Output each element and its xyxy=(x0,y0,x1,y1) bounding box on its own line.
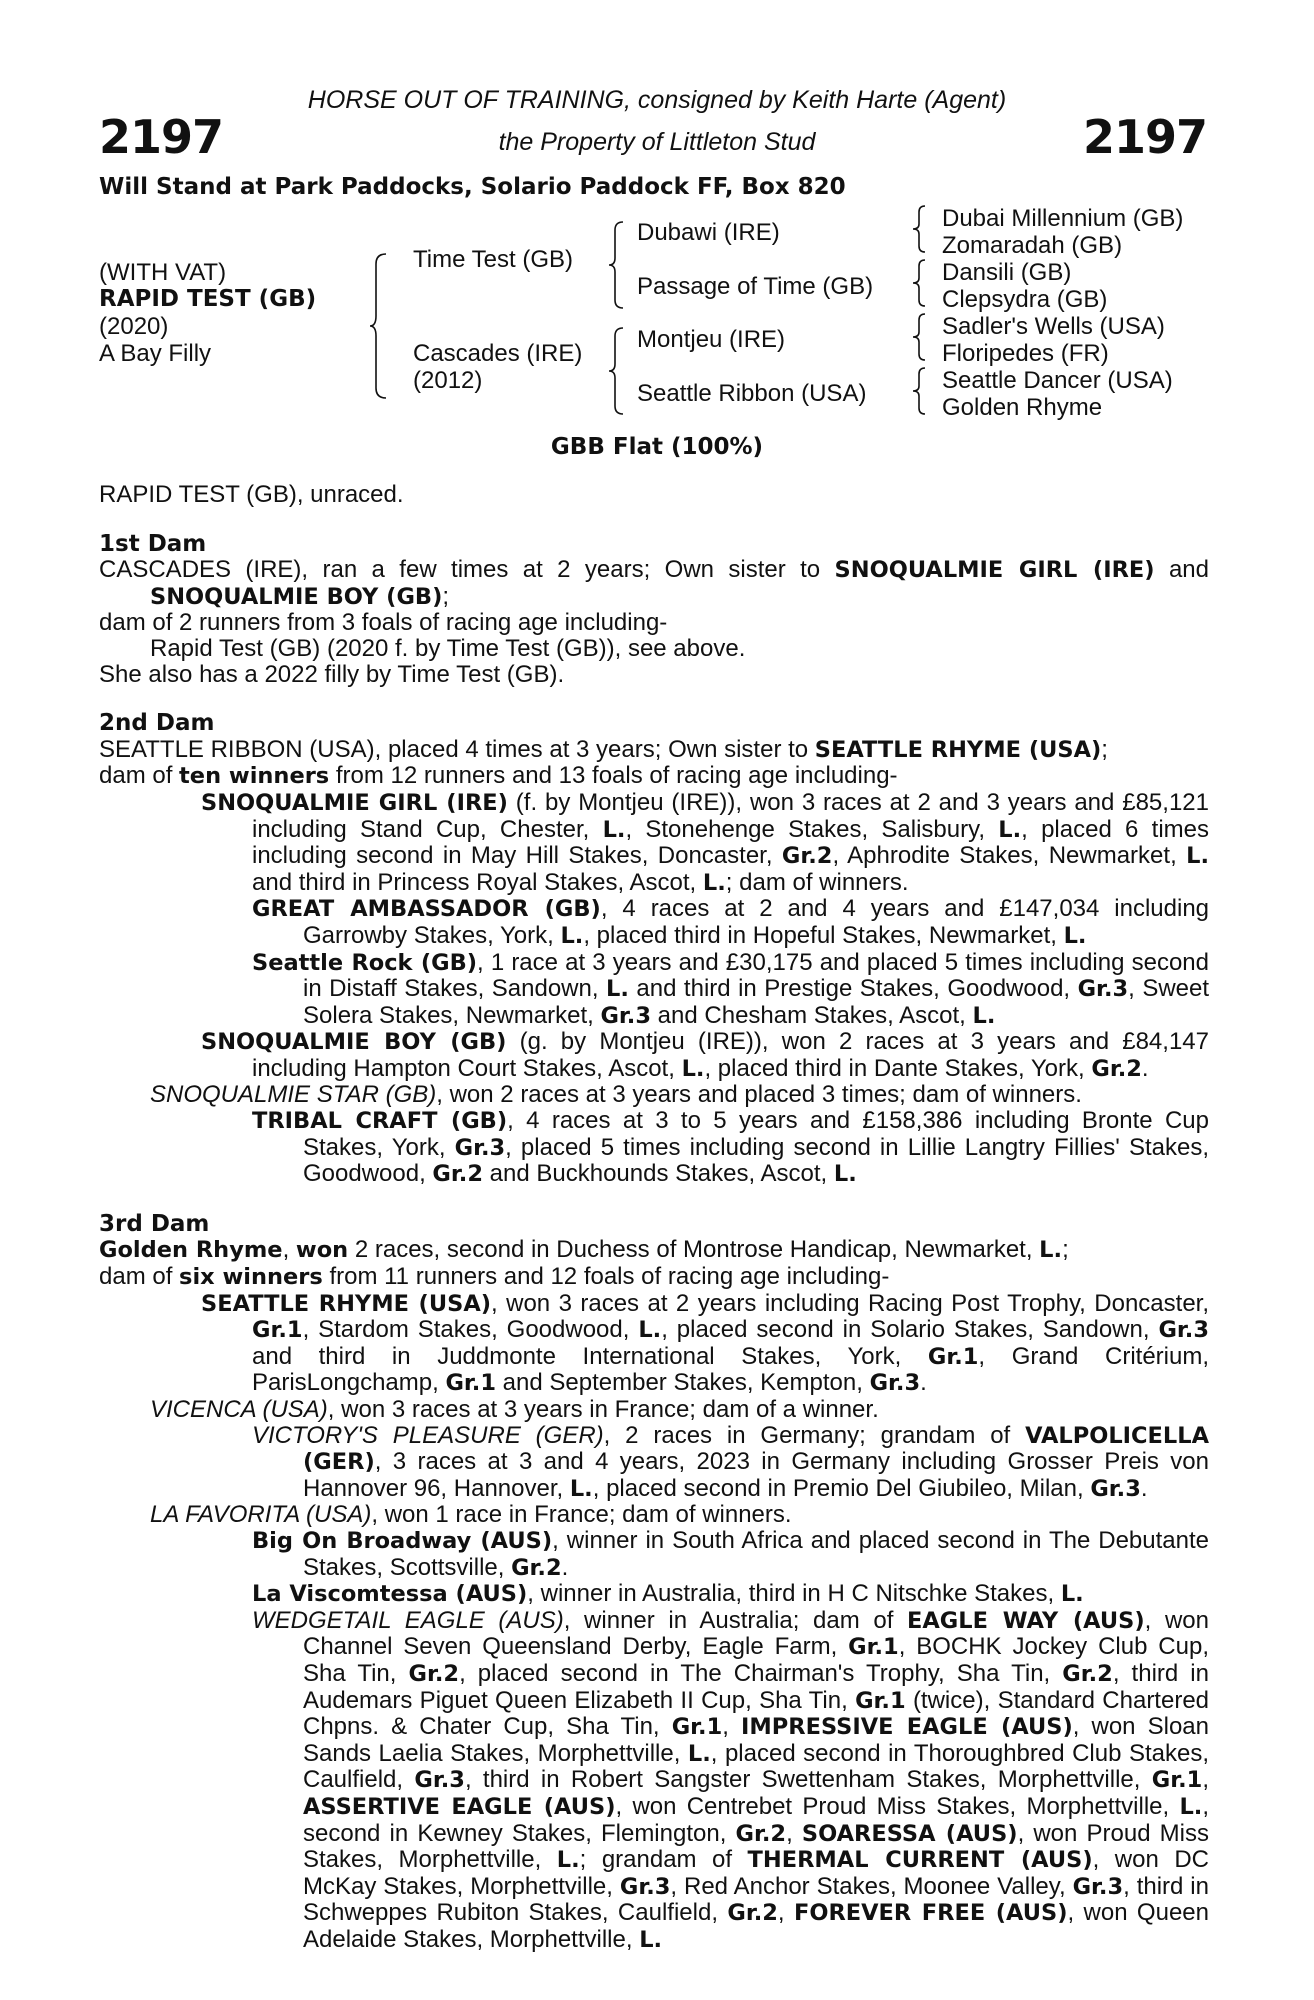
grandsire-1: Dubai Millennium (GB) xyxy=(942,205,1184,232)
entry-snoqualmie-star: SNOQUALMIE STAR (GB), won 2 races at 3 years and placed 3 times; dam of winners. xyxy=(150,1081,1082,1109)
horse-sex: A Bay Filly xyxy=(99,340,212,367)
lot-number-left: 2197 xyxy=(99,110,224,164)
grandsire-2: Dansili (GB) xyxy=(942,259,1072,286)
dam-dam: Seattle Ribbon (USA) xyxy=(637,380,867,407)
pedigree-brace-g3 xyxy=(911,312,929,362)
third-dam-produce: dam of six winners from 11 runners and 12 foals of racing age including- xyxy=(99,1263,890,1291)
entry-seattle-rhyme: SEATTLE RHYME (USA), won 3 races at 2 years including Racing Post Trophy, Doncaster, Gr.1, Stardom Stakes, Goodwood, L., placed second in Solario Stakes, Sandown, Gr.3 and third in Juddmonte International Stakes, York, Gr.1, Grand Critérium, ParisLongchamp, Gr.1 and September Stakes, Kempton, Gr.3. xyxy=(201,1289,1210,1397)
gbb-rating: GBB Flat (100%) xyxy=(550,434,764,460)
dam-year: (2012) xyxy=(413,367,483,394)
entry-la-favorita: LA FAVORITA (USA), won 1 race in France; dam of winners. xyxy=(150,1501,792,1529)
entry-wedgetail-eagle: WEDGETAIL EAGLE (AUS), winner in Australia; dam of EAGLE WAY (AUS), won Channel Seven Queensland Derby, Eagle Farm, Gr.1, BOCHK Jockey Club Cup, Sha Tin, Gr.2, placed second in The Chairman's Trophy, Sha Tin, Gr.2, third in Audemars Piguet Queen Elizabeth II Cup, Sha Tin, Gr.1 (twice), Standard Chartered Chpns. & Chater Cup, Sha Tin, Gr.1, IMPRESSIVE EAGLE (AUS), won Sloan Sands Laelia Stakes, Morphettville, L., placed second in Thoroughbred Club Stakes, Caulfield, Gr.3, third in Robert Sangster Swettenham Stakes, Morphettville, Gr.1, ASSERTIVE EAGLE (AUS), won Centrebet Proud Miss Stakes, Morphettville, L., second in Kewney Stakes, Flemington, Gr.2, SOARESSA (AUS), won Proud Miss Stakes, Morphettville, L.; grandam of THERMAL CURRENT (AUS), won DC McKay Stakes, Morphettville, Gr.3, Red Anchor Stakes, Moonee Valley, Gr.3, third in Schweppes Rubiton Stakes, Caulfield, Gr.2, FOREVER FREE (AUS), won Queen Adelaide Stakes, Morphettville, L. xyxy=(252,1606,1210,1953)
pedigree-brace-main xyxy=(368,252,392,400)
dam: Cascades (IRE) xyxy=(413,340,583,367)
pedigree-brace-g2 xyxy=(911,258,929,308)
first-dam-entry: CASCADES (IRE), ran a few times at 2 years; Own sister to SNOQUALMIE GIRL (IRE) and SNOQUALMIE BOY (GB); xyxy=(99,556,1209,610)
vat-note: (WITH VAT) xyxy=(99,259,227,286)
intro-line: RAPID TEST (GB), unraced. xyxy=(99,481,404,508)
entry-seattle-rock: Seattle Rock (GB), 1 race at 3 years and £30,175 and placed 5 times including second in Distaff Stakes, Sandown, L. and third in Prestige Stakes, Goodwood, Gr.3, Sweet Solera Stakes, Newmarket, Gr.3 and Chesham Stakes, Ascot, L. xyxy=(252,948,1210,1029)
first-dam-produce: dam of 2 runners from 3 foals of racing age including- xyxy=(99,609,668,637)
entry-victorys-pleasure: VICTORY'S PLEASURE (GER), 2 races in Germany; grandam of VALPOLICELLA (GER), 3 races at 3 and 4 years, 2023 in Germany including Grosser Preis von Hannover 96, Hannover, L., placed second in Premio Del Giubileo, Milan, Gr.3. xyxy=(252,1421,1209,1502)
entry-great-ambassador: GREAT AMBASSADOR (GB), 4 races at 2 and 4 years and £147,034 including Garrowby Stakes, York, L., placed third in Hopeful Stakes, Newmarket, L. xyxy=(252,895,1210,949)
first-dam-note: She also has a 2022 filly by Time Test (GB). xyxy=(99,660,565,688)
second-dam-produce: dam of ten winners from 12 runners and 13 foals of racing age including- xyxy=(99,762,898,790)
grandsire-3: Sadler's Wells (USA) xyxy=(942,313,1165,340)
stand-location: Will Stand at Park Paddocks, Solario Paddock FF, Box 820 xyxy=(99,174,846,200)
third-dam-entry: Golden Rhyme, won 2 races, second in Duchess of Montrose Handicap, Newmarket, L.; xyxy=(99,1236,1069,1264)
entry-big-on-broadway: Big On Broadway (AUS), winner in South Africa and placed second in The Debutante Stakes, Scottsville, Gr.2. xyxy=(252,1526,1210,1581)
second-dam-entry: SEATTLE RIBBON (USA), placed 4 times at 3 years; Own sister to SEATTLE RHYME (USA); xyxy=(99,735,1108,763)
entry-la-viscomtessa: La Viscomtessa (AUS), winner in Australia, third in H C Nitschke Stakes, L. xyxy=(252,1580,1084,1608)
granddam-4: Golden Rhyme xyxy=(942,394,1103,421)
entry-tribal-craft: TRIBAL CRAFT (GB), 4 races at 3 to 5 years and £158,386 including Bronte Cup Stakes, York, Gr.3, placed 5 times including second in Lillie Langtry Fillies' Stakes, Goodwood, Gr.2 and Buckhounds Stakes, Ascot, L. xyxy=(252,1107,1210,1188)
catalogue-body xyxy=(99,482,1209,1953)
pedigree-brace-dam xyxy=(607,326,627,416)
granddam-2: Clepsydra (GB) xyxy=(942,286,1108,313)
sire: Time Test (GB) xyxy=(413,246,574,273)
horse-year: (2020) xyxy=(99,313,169,340)
entry-vicenca: VICENCA (USA), won 3 races at 3 years in France; dam of a winner. xyxy=(150,1396,879,1423)
pedigree-brace-g4 xyxy=(911,366,929,416)
entry-snoqualmie-boy: SNOQUALMIE BOY (GB) (g. by Montjeu (IRE)), won 2 races at 3 years and £84,147 including Hampton Court Stakes, Ascot, L., placed third in Dante Stakes, York, Gr.2. xyxy=(201,1028,1209,1082)
pedigree-brace-sire xyxy=(607,220,627,310)
granddam-3: Floripedes (FR) xyxy=(942,340,1109,367)
first-dam-offspring: Rapid Test (GB) (2020 f. by Time Test (GB)), see above. xyxy=(150,634,746,662)
sire-sire: Dubawi (IRE) xyxy=(637,219,780,246)
consignment-line: HORSE OUT OF TRAINING, consigned by Keith Harte (Agent) xyxy=(307,86,1007,114)
horse-name: RAPID TEST (GB) xyxy=(99,286,317,312)
dam-sire: Montjeu (IRE) xyxy=(637,326,786,353)
sire-dam: Passage of Time (GB) xyxy=(637,273,874,300)
granddam-1: Zomaradah (GB) xyxy=(942,232,1123,259)
pedigree-brace-g1 xyxy=(911,204,929,254)
entry-snoqualmie-girl: SNOQUALMIE GIRL (IRE) (f. by Montjeu (IRE)), won 3 races at 2 and 3 years and £85,121 including Stand Cup, Chester, L., Stonehenge Stakes, Salisbury, L., placed 6 times including second in May Hill Stakes, Doncaster, Gr.2, Aphrodite Stakes, Newmarket, L. and third in Princess Royal Stakes, Ascot, L.; dam of winners. xyxy=(201,788,1209,896)
lot-number-right: 2197 xyxy=(1082,110,1207,164)
grandsire-4: Seattle Dancer (USA) xyxy=(942,367,1173,394)
property-line: the Property of Littleton Stud xyxy=(498,128,816,156)
third-dam-heading: 3rd Dam xyxy=(99,1210,210,1237)
first-dam-heading: 1st Dam xyxy=(99,530,207,557)
second-dam-heading: 2nd Dam xyxy=(99,710,215,737)
